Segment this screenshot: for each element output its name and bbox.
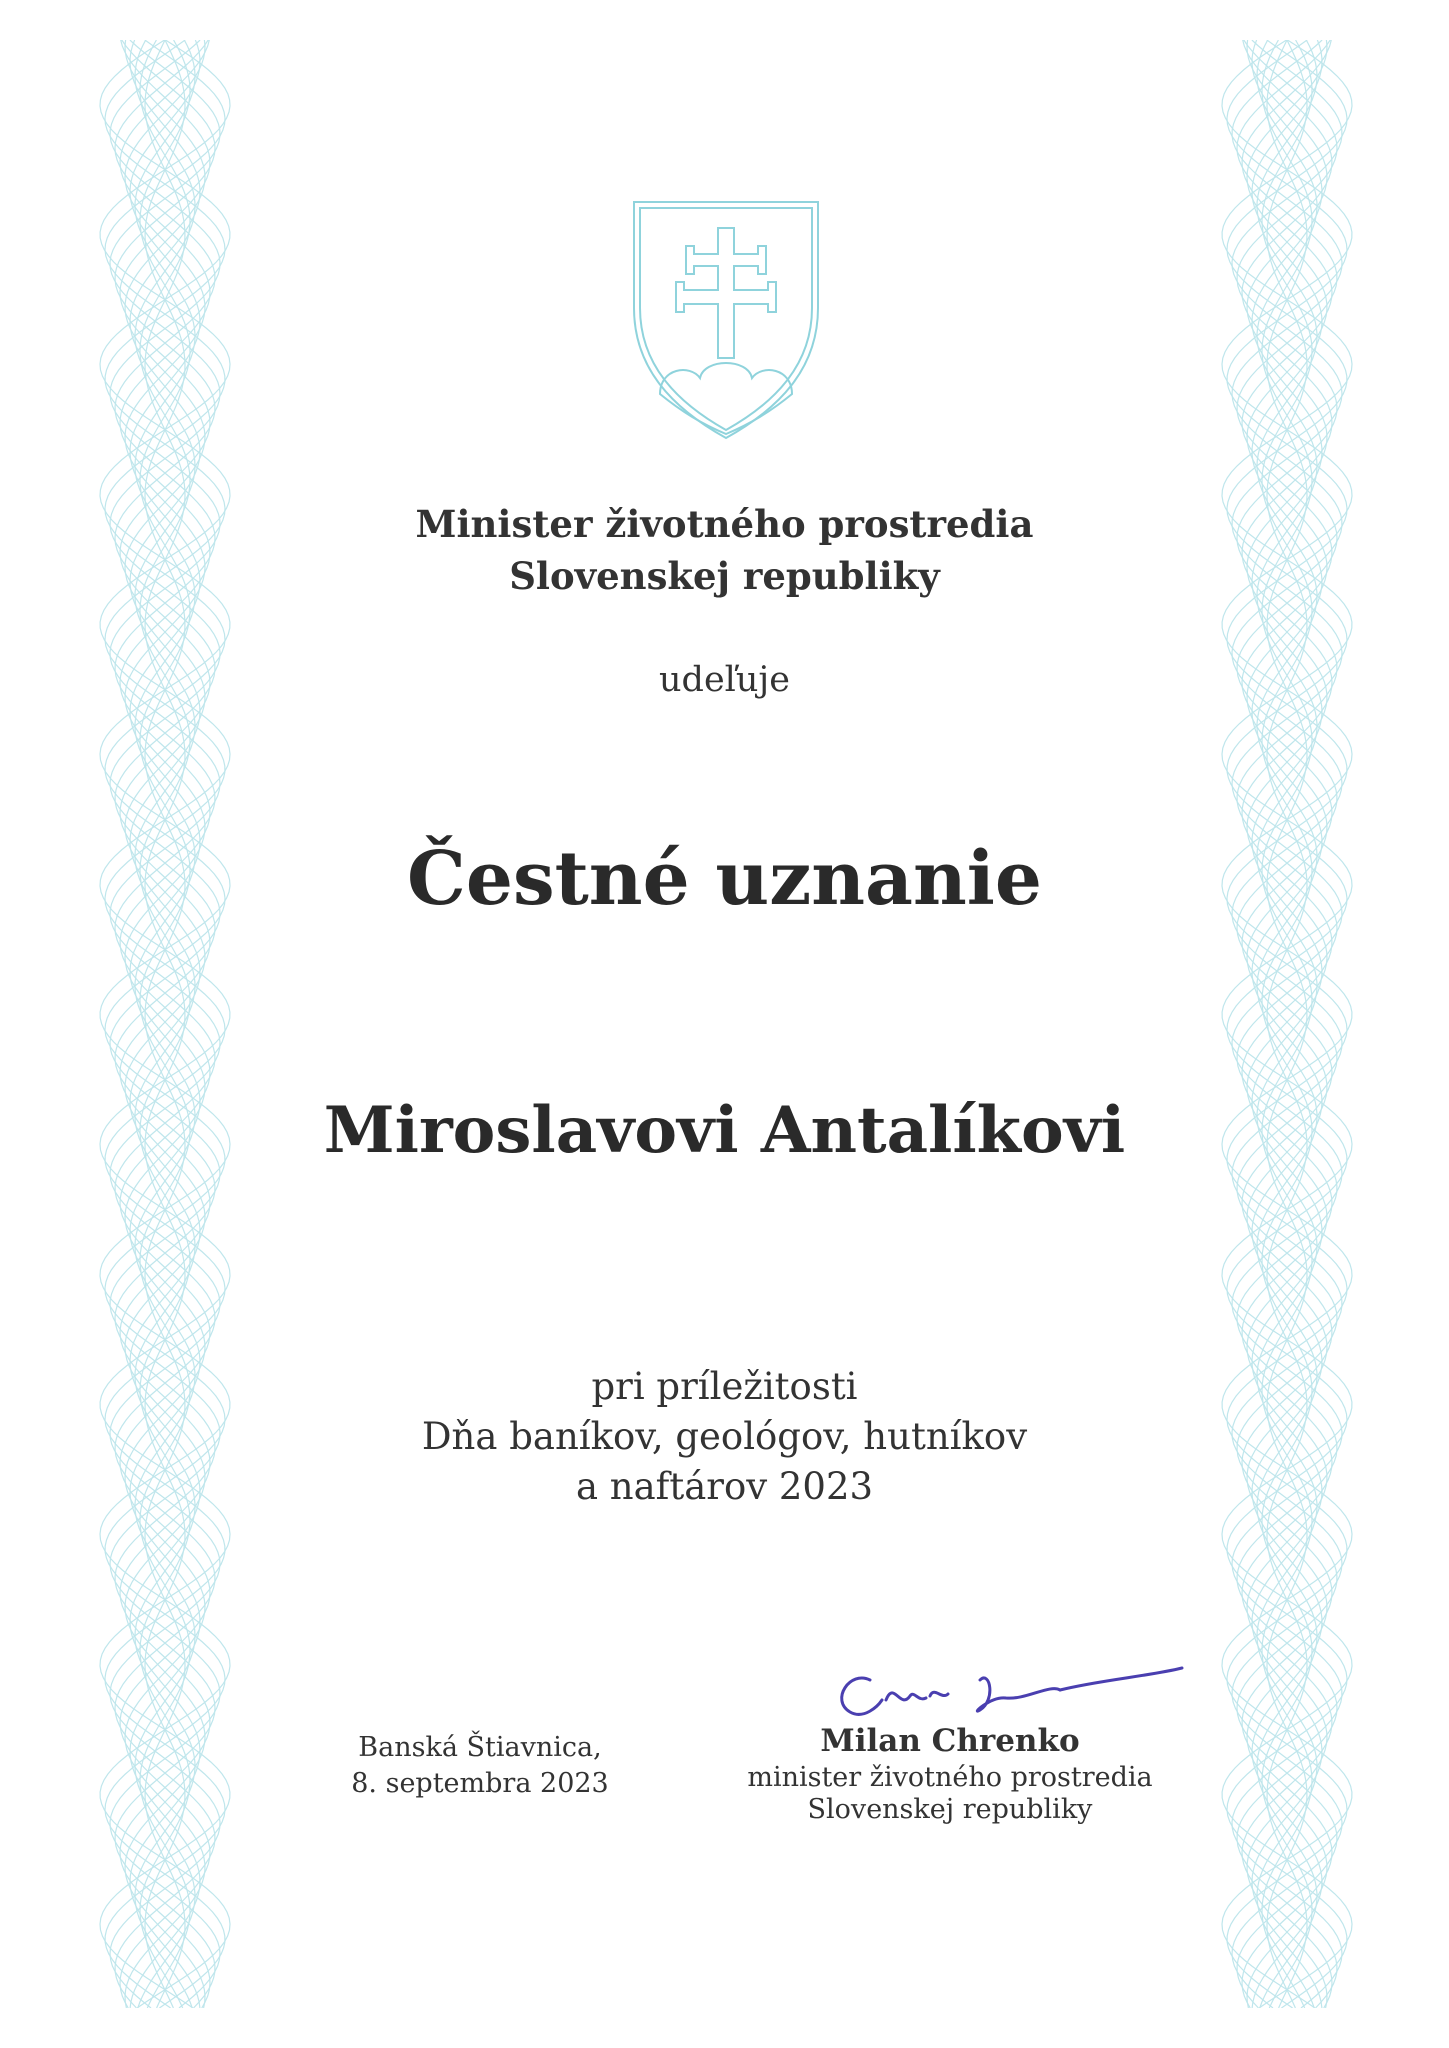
issuer-line-1: Minister životného prostredia [415,502,1034,546]
slovak-coat-of-arms-icon [630,198,822,442]
place: Banská Štiavnica, [358,1732,602,1763]
signer-role-line-1: minister životného prostredia [747,1762,1153,1793]
right-guilloche-border [1212,40,1362,2008]
awards-verb: udeľuje [659,660,790,700]
occasion-line-3: a naftárov 2023 [575,1465,874,1508]
signer-name: Milan Chrenko [820,1723,1080,1759]
date: 8. septembra 2023 [351,1768,609,1799]
recipient-name: Miroslavovi Antalíkovi [323,1093,1126,1168]
occasion-line-2: Dňa baníkov, geológov, hutníkov [421,1415,1028,1458]
certificate-title: Čestné uznanie [406,836,1043,922]
issuer-line-2: Slovenskej republiky [509,554,940,598]
issuer-heading [0,498,1449,602]
left-guilloche-border [90,40,240,2008]
signer-block [730,1720,1170,1826]
place-and-date [330,1730,630,1802]
occasion-text [0,1362,1449,1512]
signer-role-line-2: Slovenskej republiky [807,1794,1093,1825]
occasion-line-1: pri príležitosti [591,1365,858,1408]
